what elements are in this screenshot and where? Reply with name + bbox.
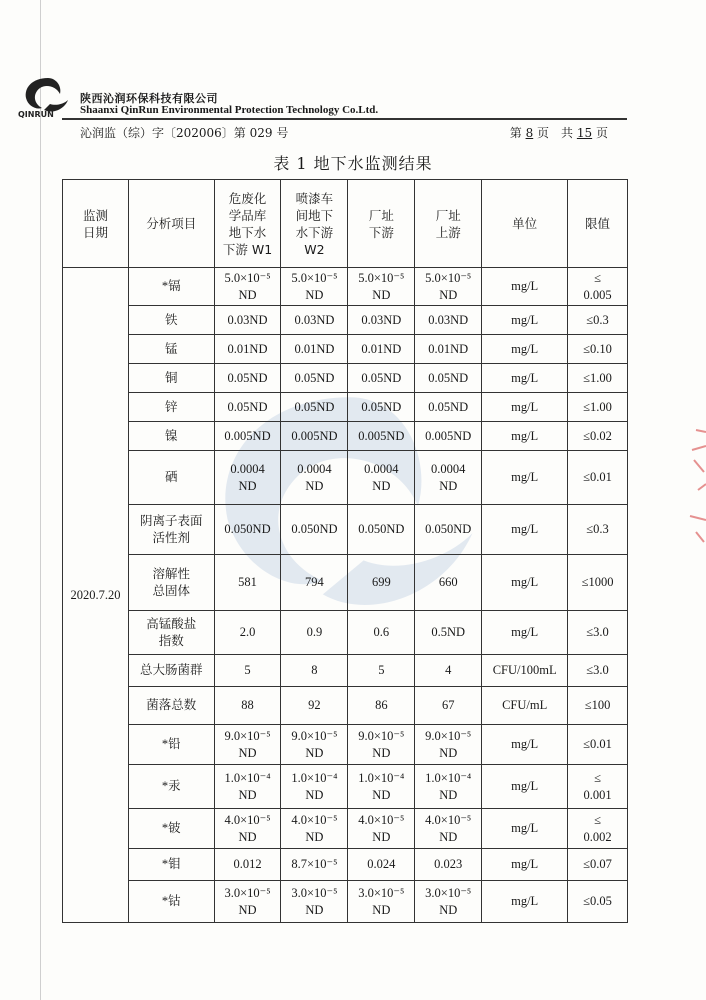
value-w1: 0.012 xyxy=(214,849,281,881)
limit-cell: ≤0.10 xyxy=(568,335,628,364)
unit-cell: mg/L xyxy=(482,451,568,505)
analysis-item: *铍 xyxy=(128,809,214,849)
unit-cell: mg/L xyxy=(482,809,568,849)
table-row xyxy=(63,555,628,611)
header-unit: 单位 xyxy=(482,180,568,268)
value-w2: 0.0004 ND xyxy=(281,451,348,505)
limit-cell: ≤100 xyxy=(568,687,628,725)
unit-cell: mg/L xyxy=(482,849,568,881)
table-row xyxy=(63,881,628,923)
value-w2: 0.005ND xyxy=(281,422,348,451)
limit-cell: ≤0.3 xyxy=(568,306,628,335)
table-title: 表 1 地下水监测结果 xyxy=(273,154,433,173)
value-w1: 2.0 xyxy=(214,611,281,655)
value-w2: 0.05ND xyxy=(281,364,348,393)
analysis-item: 镍 xyxy=(128,422,214,451)
unit-cell: mg/L xyxy=(482,611,568,655)
value-downstream: 86 xyxy=(348,687,415,725)
value-w2: 1.0×10⁻⁴ ND xyxy=(281,765,348,809)
value-upstream: 0.05ND xyxy=(415,364,482,393)
value-downstream: 0.6 xyxy=(348,611,415,655)
unit-cell: mg/L xyxy=(482,881,568,923)
limit-cell: ≤3.0 xyxy=(568,655,628,687)
value-w2: 0.05ND xyxy=(281,393,348,422)
header-w2: 喷漆车 间地下 水下游 W2 xyxy=(281,180,348,268)
value-upstream: 0.0004 ND xyxy=(415,451,482,505)
limit-cell: ≤1.00 xyxy=(568,393,628,422)
value-downstream: 0.024 xyxy=(348,849,415,881)
value-upstream: 0.03ND xyxy=(415,306,482,335)
value-downstream: 0.050ND xyxy=(348,505,415,555)
value-w1: 88 xyxy=(214,687,281,725)
analysis-item: *钼 xyxy=(128,849,214,881)
value-upstream: 4.0×10⁻⁵ ND xyxy=(415,809,482,849)
page-total: 15 xyxy=(576,126,593,140)
logo-text: QINRUN xyxy=(18,110,54,118)
analysis-item: *镉 xyxy=(128,268,214,306)
page-mid: 页 共 xyxy=(537,126,574,140)
header-limit: 限值 xyxy=(568,180,628,268)
value-downstream: 0.01ND xyxy=(348,335,415,364)
unit-cell: mg/L xyxy=(482,393,568,422)
value-upstream: 0.01ND xyxy=(415,335,482,364)
value-w1: 0.03ND xyxy=(214,306,281,335)
table-row xyxy=(63,335,628,364)
value-w1: 0.050ND xyxy=(214,505,281,555)
table-header-row xyxy=(63,180,628,268)
limit-cell: ≤1000 xyxy=(568,555,628,611)
analysis-item: 锰 xyxy=(128,335,214,364)
value-downstream: 699 xyxy=(348,555,415,611)
value-w2: 794 xyxy=(281,555,348,611)
table-row xyxy=(63,422,628,451)
table-body xyxy=(63,268,628,923)
value-w2: 0.050ND xyxy=(281,505,348,555)
analysis-item: 铁 xyxy=(128,306,214,335)
table-row xyxy=(63,765,628,809)
value-w2: 92 xyxy=(281,687,348,725)
monitoring-date-cell: 2020.7.20 xyxy=(63,268,129,923)
header-item: 分析项目 xyxy=(128,180,214,268)
unit-cell: CFU/100mL xyxy=(482,655,568,687)
value-w2: 0.9 xyxy=(281,611,348,655)
page-prefix: 第 xyxy=(509,126,522,140)
unit-cell: mg/L xyxy=(482,555,568,611)
value-w1: 5.0×10⁻⁵ ND xyxy=(214,268,281,306)
table-row xyxy=(63,393,628,422)
value-downstream: 4.0×10⁻⁵ ND xyxy=(348,809,415,849)
analysis-item: *铅 xyxy=(128,725,214,765)
analysis-item: 锌 xyxy=(128,393,214,422)
unit-cell: mg/L xyxy=(482,364,568,393)
value-downstream: 5.0×10⁻⁵ ND xyxy=(348,268,415,306)
value-w1: 1.0×10⁻⁴ ND xyxy=(214,765,281,809)
header-w1: 危废化 学品库 地下水 下游 W1 xyxy=(214,180,281,268)
value-upstream: 1.0×10⁻⁴ ND xyxy=(415,765,482,809)
red-stamp xyxy=(676,420,706,560)
unit-cell: mg/L xyxy=(482,725,568,765)
value-w2: 8.7×10⁻⁵ xyxy=(281,849,348,881)
value-upstream: 0.050ND xyxy=(415,505,482,555)
unit-cell: mg/L xyxy=(482,765,568,809)
company-name-en: Shaanxi QinRun Environmental Protection Technology Co.Ltd. xyxy=(80,104,379,116)
header-date: 监测 日期 xyxy=(63,180,129,268)
value-w1: 0.01ND xyxy=(214,335,281,364)
value-downstream: 5 xyxy=(348,655,415,687)
analysis-item: 阴离子表面 活性剂 xyxy=(128,505,214,555)
unit-cell: mg/L xyxy=(482,335,568,364)
unit-cell: mg/L xyxy=(482,268,568,306)
limit-cell: ≤0.05 xyxy=(568,881,628,923)
table-row xyxy=(63,655,628,687)
page-info xyxy=(510,124,608,141)
value-w2: 5.0×10⁻⁵ ND xyxy=(281,268,348,306)
groundwater-monitoring-table xyxy=(62,179,628,923)
value-downstream: 0.005ND xyxy=(348,422,415,451)
header-downstream: 厂址 下游 xyxy=(348,180,415,268)
company-name-cn: 陕西沁润环保科技有限公司 xyxy=(80,92,218,105)
unit-cell: mg/L xyxy=(482,306,568,335)
value-upstream: 0.023 xyxy=(415,849,482,881)
table-row xyxy=(63,505,628,555)
company-logo xyxy=(18,72,78,118)
value-downstream: 9.0×10⁻⁵ ND xyxy=(348,725,415,765)
table-row xyxy=(63,364,628,393)
value-w2: 4.0×10⁻⁵ ND xyxy=(281,809,348,849)
value-downstream: 0.03ND xyxy=(348,306,415,335)
value-w1: 4.0×10⁻⁵ ND xyxy=(214,809,281,849)
page-edge xyxy=(40,0,41,1000)
value-upstream: 0.5ND xyxy=(415,611,482,655)
analysis-item: 溶解性 总固体 xyxy=(128,555,214,611)
value-downstream: 3.0×10⁻⁵ ND xyxy=(348,881,415,923)
table-row xyxy=(63,809,628,849)
limit-cell: ≤0.01 xyxy=(568,451,628,505)
table-row xyxy=(63,849,628,881)
table-row xyxy=(63,725,628,765)
value-w1: 5 xyxy=(214,655,281,687)
table-row xyxy=(63,268,628,306)
limit-cell: ≤ 0.002 xyxy=(568,809,628,849)
limit-cell: ≤0.07 xyxy=(568,849,628,881)
value-upstream: 0.05ND xyxy=(415,393,482,422)
page-suffix: 页 xyxy=(595,126,608,140)
value-w1: 0.005ND xyxy=(214,422,281,451)
value-w1: 0.0004 ND xyxy=(214,451,281,505)
table-row xyxy=(63,306,628,335)
limit-cell: ≤1.00 xyxy=(568,364,628,393)
value-w2: 0.01ND xyxy=(281,335,348,364)
document-number: 沁润监（综）字〔202006〕第 029 号 xyxy=(80,126,289,140)
analysis-item: *钴 xyxy=(128,881,214,923)
value-w2: 9.0×10⁻⁵ ND xyxy=(281,725,348,765)
table-row xyxy=(63,451,628,505)
analysis-item: 菌落总数 xyxy=(128,687,214,725)
value-w1: 9.0×10⁻⁵ ND xyxy=(214,725,281,765)
value-w1: 581 xyxy=(214,555,281,611)
value-upstream: 9.0×10⁻⁵ ND xyxy=(415,725,482,765)
table-row xyxy=(63,611,628,655)
value-upstream: 67 xyxy=(415,687,482,725)
analysis-item: 高锰酸盐 指数 xyxy=(128,611,214,655)
value-w2: 0.03ND xyxy=(281,306,348,335)
table-row xyxy=(63,687,628,725)
value-downstream: 0.0004 ND xyxy=(348,451,415,505)
value-downstream: 0.05ND xyxy=(348,393,415,422)
analysis-item: 总大肠菌群 xyxy=(128,655,214,687)
value-downstream: 1.0×10⁻⁴ ND xyxy=(348,765,415,809)
value-upstream: 3.0×10⁻⁵ ND xyxy=(415,881,482,923)
value-upstream: 0.005ND xyxy=(415,422,482,451)
limit-cell: ≤3.0 xyxy=(568,611,628,655)
limit-cell: ≤0.01 xyxy=(568,725,628,765)
unit-cell: mg/L xyxy=(482,505,568,555)
value-upstream: 660 xyxy=(415,555,482,611)
limit-cell: ≤ 0.001 xyxy=(568,765,628,809)
header-upstream: 厂址 上游 xyxy=(415,180,482,268)
value-w2: 3.0×10⁻⁵ ND xyxy=(281,881,348,923)
value-upstream: 5.0×10⁻⁵ ND xyxy=(415,268,482,306)
limit-cell: ≤ 0.005 xyxy=(568,268,628,306)
unit-cell: mg/L xyxy=(482,422,568,451)
limit-cell: ≤0.02 xyxy=(568,422,628,451)
value-w2: 8 xyxy=(281,655,348,687)
value-w1: 0.05ND xyxy=(214,393,281,422)
value-upstream: 4 xyxy=(415,655,482,687)
value-w1: 0.05ND xyxy=(214,364,281,393)
analysis-item: *汞 xyxy=(128,765,214,809)
value-w1: 3.0×10⁻⁵ ND xyxy=(214,881,281,923)
unit-cell: CFU/mL xyxy=(482,687,568,725)
header-divider xyxy=(62,118,627,120)
limit-cell: ≤0.3 xyxy=(568,505,628,555)
value-downstream: 0.05ND xyxy=(348,364,415,393)
page-current: 8 xyxy=(525,126,534,140)
analysis-item: 硒 xyxy=(128,451,214,505)
analysis-item: 铜 xyxy=(128,364,214,393)
